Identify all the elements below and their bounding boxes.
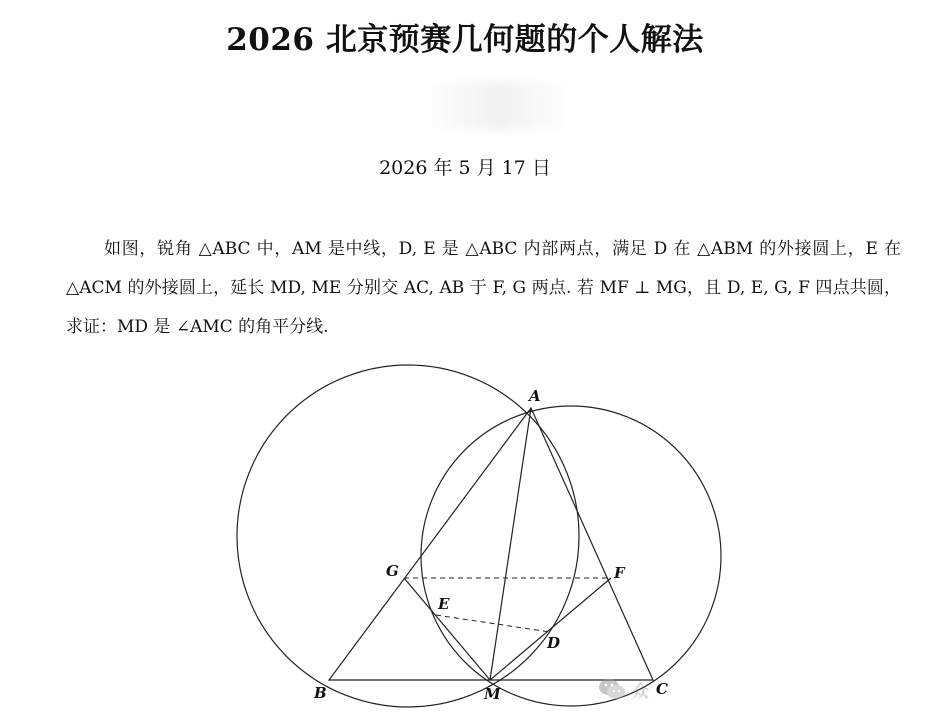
segment-mf bbox=[490, 578, 611, 680]
circumcircle-acm bbox=[421, 406, 721, 706]
circumcircle-abm bbox=[237, 365, 579, 707]
label-g: G bbox=[386, 562, 399, 580]
label-f: F bbox=[614, 564, 625, 582]
triangle-abc bbox=[329, 408, 653, 680]
label-a: A bbox=[529, 387, 541, 405]
label-b: B bbox=[314, 684, 327, 702]
label-e: E bbox=[438, 595, 450, 613]
dashed-ed bbox=[436, 615, 550, 632]
paper-date: 2026 年 5 月 17 日 bbox=[379, 157, 551, 179]
median-am bbox=[490, 408, 531, 680]
label-m: M bbox=[484, 685, 501, 703]
problem-statement: 如图，锐角 △ABC 中，AM 是中线，D, E 是 △ABC 内部两点，满足 D 在 △ABM 的外接圆上，E 在 △ACM 的外接圆上，延长 MD, ME 分别交 AC, AB 于 F, G 两点. 若 MF ⊥ MG，且 D, E, G, F 四点共圆，求证：MD 是 ∠AMC 的角平分线. bbox=[66, 239, 901, 337]
wechat-icon bbox=[598, 676, 626, 702]
segment-mg bbox=[404, 578, 490, 680]
watermark-text: 众 bbox=[632, 681, 649, 702]
paper-title: 2026 北京预赛几何题的个人解法 bbox=[226, 22, 704, 58]
label-c: C bbox=[656, 680, 668, 698]
label-d: D bbox=[547, 634, 561, 652]
watermark bbox=[598, 672, 718, 706]
